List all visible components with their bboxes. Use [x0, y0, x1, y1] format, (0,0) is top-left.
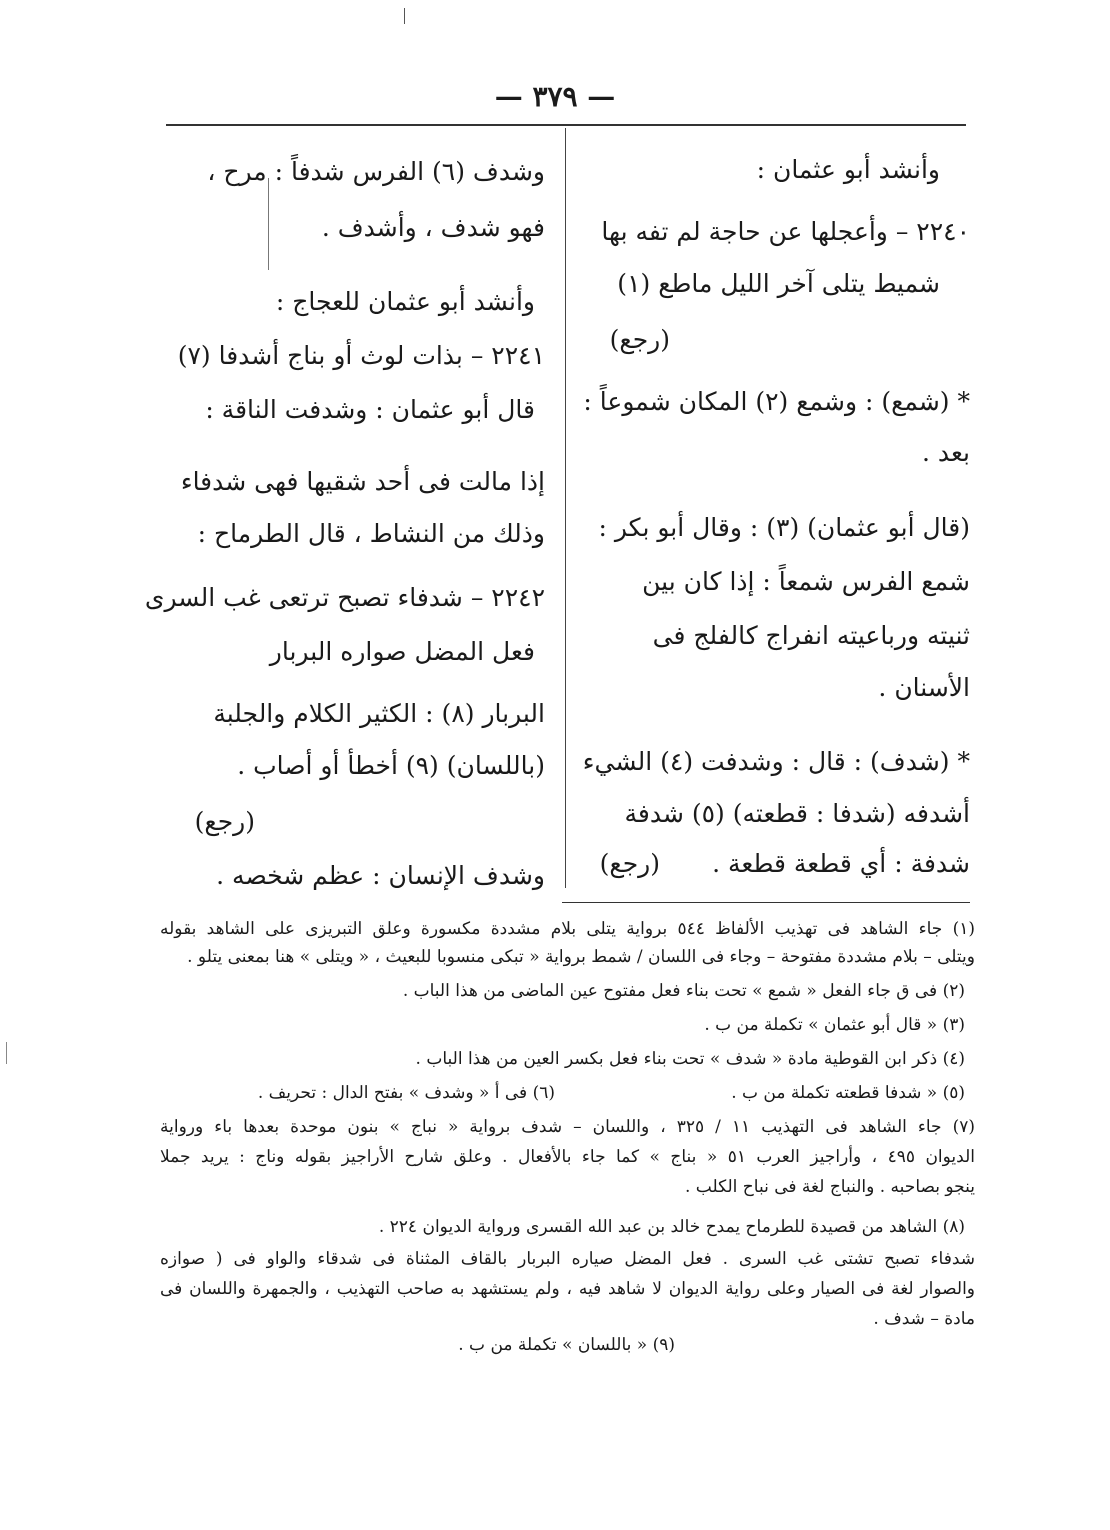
footnote: (٨) الشاهد من قصيدة للطرماح يمدح خالد بن عبد الله القسرى ورواية الديوان ٢٢٤ . [378, 1217, 965, 1237]
text-line: إذا مالت فى أحد شقيها فهى شدفاء [180, 467, 545, 496]
text-line: وأنشد أبو عثمان : [756, 155, 940, 184]
page-number: — ٣٧٩ — [494, 80, 616, 113]
text-line: البربار (٨) : الكثير الكلام والجلبة [213, 699, 545, 728]
footnote: (١) جاء الشاهد فى تهذيب الألفاظ ٥٤٤ برواية يتلى بلام مشددة مكسورة وعلق التبريزى على الشاهد بقوله [160, 919, 975, 939]
text-line: شدفة : أي قطعة قطعة . [712, 849, 970, 878]
text-line: وذلك من النشاط ، قال الطرماح : [197, 519, 545, 548]
footnote: (٥) « شدفا قطعته تكملة من ب . [731, 1083, 965, 1103]
text-line: شمع الفرس شمعاً : إذا كان بين [642, 567, 970, 596]
entry-heading: * (شمع) : وشمع (٢) المكان شموعاً : [583, 387, 970, 416]
footnote: (٩) « باللسان » تكملة من ب . [458, 1335, 675, 1355]
footnote-continuation: الديوان ٤٩٥ ، وأراجيز العرب ٥١ « بناج » كما جاء بالأفعال . وعلق شارح الأراجيز بقوله وناج : يريد جملا [160, 1147, 975, 1167]
return-marker: (رجع) [609, 325, 670, 354]
footnote: (٧) جاء الشاهد فى التهذيب ١١ / ٣٢٥ ، واللسان – شدف برواية « نباج » بنون موحدة بعدها باء ورواية [160, 1117, 975, 1137]
verse-line: ٢٢٤٠ – وأعجلها عن حاجة لم تفه بها [601, 217, 970, 246]
verse-line: فعل المضل صواره البربار [269, 637, 535, 666]
footnote-continuation: ينجو بصاحبه . والنباج لغة فى نباح الكلب . [684, 1177, 975, 1197]
footnote: (٣) « قال أبو عثمان » تكملة من ب . [704, 1015, 965, 1035]
text-line: (باللسان) (٩) أخطأ أو أصاب . [237, 751, 545, 780]
verse-line: ٢٢٤١ – بذات لوث أو بناج أشدفا (٧) [177, 341, 545, 370]
footnote: (٤) ذكر ابن القوطية مادة « شدف » تحت بناء فعل بكسر العين من هذا الباب . [415, 1049, 965, 1069]
scan-mark [404, 8, 405, 24]
text-line: الأسنان . [878, 673, 970, 702]
text-line: أشدفه (شدفا : قطعته) (٥) شدفة [624, 799, 970, 828]
return-marker: (رجع) [599, 849, 660, 878]
footnote-continuation: شدفاء تصبح تشتى غب السرى . فعل المضل صياره البربار بالقاف المثناة فى شدقاء والواو فى ( صوازه [160, 1249, 975, 1269]
footnote-continuation: والصوار لغة فى الصيار وعلى رواية الديوان لا شاهد فيه ، ولم يستشهد به صاحب التهذيب ، والجمهرة واللسان فى [160, 1279, 975, 1299]
header-rule [166, 124, 966, 126]
footnote: (٦) فى أ « وشدف » بفتح الدال : تحريف . [257, 1083, 555, 1103]
entry-heading: * (شدف) : قال : وشدفت (٤) الشيء [582, 747, 970, 776]
text-line: وشدف (٦) الفرس شدفاً : مرح ، [207, 157, 545, 186]
text-line: وأنشد أبو عثمان للعجاج : [275, 287, 535, 316]
verse-line: شميط يتلى آخر الليل ماطع (١) [617, 269, 940, 298]
return-marker: (رجع) [194, 807, 255, 836]
footnote-continuation: مادة – شدف . [873, 1309, 975, 1329]
footnote-rule [562, 902, 970, 903]
text-line: ثنيته ورباعيته انفراج كالفلج فى [652, 621, 970, 650]
text-line: (قال أبو عثمان) (٣) : وقال أبو بكر : [598, 513, 970, 542]
margin-mark [6, 1042, 7, 1064]
text-line: وشدف الإنسان : عظم شخصه . [216, 861, 545, 890]
verse-line: ٢٢٤٢ – شدفاء تصبح ترتعى غب السرى [144, 583, 545, 612]
text-line: فهو شدف ، وأشدف . [321, 213, 545, 242]
footnote-continuation: ويتلى – بلام مشددة مفتوحة – وجاء فى اللسان / شمط برواية « تبكى منسوبا للبعيث ، « ويتلى » هنا بمعنى يتلو . [187, 947, 975, 967]
text-line: قال أبو عثمان : وشدفت الناقة : [205, 395, 535, 424]
text-line: بعد . [921, 438, 970, 467]
column-divider [565, 128, 566, 888]
footnote: (٢) فى ق جاء الفعل « شمع » تحت بناء فعل مفتوح عين الماضى من هذا الباب . [402, 981, 965, 1001]
